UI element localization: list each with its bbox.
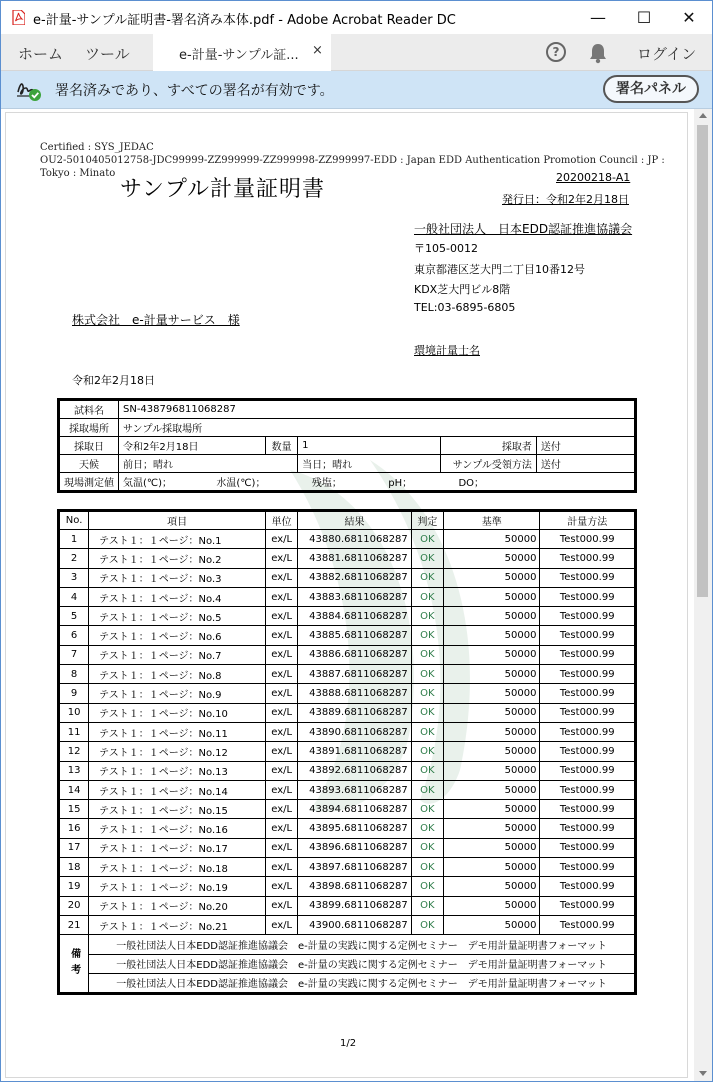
issuer-tel: TEL:03-6895-6805 [414,301,516,314]
row-result: 43896.6811068287 [298,838,412,857]
document-number: 20200218-A1 [556,171,631,184]
header-method: 計量方法 [540,511,636,530]
row-method: Test000.99 [540,877,636,896]
location-label: 採取場所 [59,419,119,437]
remarks-section [59,935,636,994]
row-result: 43894.6811068287 [298,800,412,819]
pdf-file-icon [12,10,25,25]
header-result: 結果 [298,511,412,530]
table-row [59,722,636,741]
signature-status-text: 署名済みであり、すべての署名が有効です。 [55,83,334,99]
row-item: テスト１：１ページ：No.2 [89,549,266,568]
row-no: 20 [59,896,89,915]
row-unit: ex/L [266,684,298,703]
row-item: テスト１：１ページ：No.12 [89,742,266,761]
row-standard: 50000 [443,645,540,664]
row-judgement: OK [411,645,443,664]
header-no: No. [59,511,89,530]
table-row [59,607,636,626]
row-no: 8 [59,665,89,684]
row-judgement: OK [411,780,443,799]
row-unit: ex/L [266,838,298,857]
quantity-label: 数量 [266,437,298,455]
row-method: Test000.99 [540,684,636,703]
row-standard: 50000 [443,530,540,549]
row-standard: 50000 [443,858,540,877]
row-judgement: OK [411,568,443,587]
issue-date: 発行日：令和2年2月18日 [502,193,629,206]
row-judgement: OK [411,587,443,606]
row-standard: 50000 [443,665,540,684]
table-row [59,780,636,799]
certificate-line-1: Certified : SYS_JEDAC [40,142,154,153]
row-unit: ex/L [266,568,298,587]
table-row [59,858,636,877]
header-standard: 基準 [443,511,540,530]
row-judgement: OK [411,800,443,819]
page-number: 1/2 [340,1038,357,1049]
certificate-line-2: OU2-5010405012758-JDC99999-ZZ999999-ZZ999998-ZZ999997-EDD : Japan EDD Authentication Promotion Council : JP : [40,155,665,166]
row-unit: ex/L [266,761,298,780]
table-row [59,761,636,780]
results-table [57,509,637,995]
table-row [59,665,636,684]
row-item: テスト１：１ページ：No.18 [89,858,266,877]
table-row [59,915,636,934]
row-no: 5 [59,607,89,626]
minimize-button[interactable]: — [590,8,606,27]
sampling-date-label: 採取日 [59,437,119,455]
signature-panel-button[interactable]: 署名パネル [603,75,699,103]
row-standard: 50000 [443,568,540,587]
row-unit: ex/L [266,722,298,741]
row-item: テスト１：１ページ：No.19 [89,877,266,896]
issuer-address-1: 東京都港区芝大門二丁目10番12号 [414,263,585,276]
row-no: 16 [59,819,89,838]
row-method: Test000.99 [540,568,636,587]
row-unit: ex/L [266,780,298,799]
tab-bar [1,34,712,71]
row-item: テスト１：１ページ：No.7 [89,645,266,664]
ph-label: pH； [388,478,413,489]
row-no: 17 [59,838,89,857]
row-unit: ex/L [266,549,298,568]
row-method: Test000.99 [540,915,636,934]
table-row [59,530,636,549]
row-judgement: OK [411,530,443,549]
row-method: Test000.99 [540,742,636,761]
row-judgement: OK [411,607,443,626]
sampler-value: 送付 [536,437,635,455]
issuer-postal: 〒105-0012 [414,242,478,255]
row-no: 3 [59,568,89,587]
row-item: テスト１：１ページ：No.13 [89,761,266,780]
row-item: テスト１：１ページ：No.15 [89,800,266,819]
tab-tools[interactable]: ツール [85,45,130,63]
row-unit: ex/L [266,915,298,934]
receipt-method-value: 送付 [536,455,635,473]
table-row [59,838,636,857]
signature-status-bar [1,71,712,109]
table-row [59,800,636,819]
table-row [59,549,636,568]
row-item: テスト１：１ページ：No.21 [89,915,266,934]
document-date: 令和2年2月18日 [72,374,155,387]
field-measurement-label: 現場測定値 [59,473,119,492]
row-judgement: OK [411,858,443,877]
row-standard: 50000 [443,896,540,915]
row-judgement: OK [411,684,443,703]
row-unit: ex/L [266,703,298,722]
tab-document-label: e-計量-サンプル証... [179,48,299,63]
row-standard: 50000 [443,838,540,857]
row-standard: 50000 [443,607,540,626]
row-result: 43880.6811068287 [298,530,412,549]
row-no: 12 [59,742,89,761]
row-item: テスト１：１ページ：No.20 [89,896,266,915]
row-method: Test000.99 [540,761,636,780]
row-unit: ex/L [266,896,298,915]
row-standard: 50000 [443,819,540,838]
row-unit: ex/L [266,858,298,877]
remarks-label: 備考 [59,935,89,994]
row-judgement: OK [411,896,443,915]
weather-label: 天候 [59,455,119,473]
row-no: 4 [59,587,89,606]
row-unit: ex/L [266,665,298,684]
row-result: 43886.6811068287 [298,645,412,664]
recipient-name: 株式会社 e-計量サービス 様 [72,313,240,327]
sampler-label: 採取者 [440,437,536,455]
row-item: テスト１：１ページ：No.14 [89,780,266,799]
row-judgement: OK [411,703,443,722]
row-unit: ex/L [266,587,298,606]
row-method: Test000.99 [540,665,636,684]
window-title: e-計量-サンプル証明書-署名済み本体.pdf - Adobe Acrobat Reader DC [33,13,456,28]
row-item: テスト１：１ページ：No.5 [89,607,266,626]
row-judgement: OK [411,742,443,761]
row-judgement: OK [411,761,443,780]
row-judgement: OK [411,665,443,684]
row-item: テスト１：１ページ：No.4 [89,587,266,606]
row-standard: 50000 [443,626,540,645]
row-unit: ex/L [266,645,298,664]
remarks-line-2: 一般社団法人日本EDD認証推進協議会 e-計量の実践に関する定例セミナー デモ用計量証明書フォーマット [89,954,636,973]
row-judgement: OK [411,877,443,896]
row-standard: 50000 [443,800,540,819]
row-item: テスト１：１ページ：No.3 [89,568,266,587]
row-result: 43893.6811068287 [298,780,412,799]
results-header-row [59,511,636,530]
row-item: テスト１：１ページ：No.1 [89,530,266,549]
document-title: サンプル計量証明書 [120,177,326,202]
row-no: 19 [59,877,89,896]
table-row [59,742,636,761]
row-method: Test000.99 [540,607,636,626]
row-no: 1 [59,530,89,549]
table-row [59,587,636,606]
field-measurement-values [119,473,636,492]
row-judgement: OK [411,915,443,934]
close-button[interactable]: ✕ [682,8,696,27]
remarks-line-3: 一般社団法人日本EDD認証推進協議会 e-計量の実践に関する定例セミナー デモ用計量証明書フォーマット [89,973,636,993]
row-method: Test000.99 [540,819,636,838]
row-no: 15 [59,800,89,819]
row-method: Test000.99 [540,838,636,857]
scroll-down-arrow-icon[interactable] [699,1071,707,1076]
row-item: テスト１：１ページ：No.16 [89,819,266,838]
row-judgement: OK [411,722,443,741]
tab-close-icon[interactable]: × [312,43,323,58]
weather-today: 当日；晴れ [298,455,441,473]
row-result: 43898.6811068287 [298,877,412,896]
certificate-line-3: Tokyo : Minato [40,168,116,179]
row-unit: ex/L [266,800,298,819]
row-no: 6 [59,626,89,645]
row-item: テスト１：１ページ：No.10 [89,703,266,722]
row-item: テスト１：１ページ：No.17 [89,838,266,857]
row-standard: 50000 [443,722,540,741]
row-result: 43895.6811068287 [298,819,412,838]
row-result: 43883.6811068287 [298,587,412,606]
bell-icon[interactable] [588,42,608,64]
table-row [59,645,636,664]
row-item: テスト１：１ページ：No.6 [89,626,266,645]
table-row [59,819,636,838]
row-method: Test000.99 [540,800,636,819]
table-row [59,568,636,587]
row-no: 9 [59,684,89,703]
row-result: 43885.6811068287 [298,626,412,645]
row-no: 10 [59,703,89,722]
row-standard: 50000 [443,684,540,703]
row-standard: 50000 [443,587,540,606]
sample-info-table [57,398,637,493]
row-result: 43884.6811068287 [298,607,412,626]
row-method: Test000.99 [540,722,636,741]
row-standard: 50000 [443,761,540,780]
row-unit: ex/L [266,626,298,645]
row-standard: 50000 [443,915,540,934]
row-method: Test000.99 [540,896,636,915]
row-item: テスト１：１ページ：No.11 [89,722,266,741]
row-result: 43891.6811068287 [298,742,412,761]
login-link[interactable]: ログイン [637,45,697,63]
table-row [59,896,636,915]
tab-home[interactable]: ホーム [18,45,64,63]
issuer-address-2: KDX芝大門ビル8階 [414,283,511,296]
row-result: 43890.6811068287 [298,722,412,741]
row-result: 43889.6811068287 [298,703,412,722]
row-judgement: OK [411,549,443,568]
residual-chlorine-label: 残塩； [311,478,342,489]
row-result: 43892.6811068287 [298,761,412,780]
air-temp-label: 気温(℃)； [123,478,173,489]
maximize-button[interactable]: ☐ [636,8,652,27]
issuer-name: 一般社団法人 日本EDD認証推進協議会 [414,222,633,236]
tab-document[interactable] [153,34,331,71]
row-unit: ex/L [266,877,298,896]
row-method: Test000.99 [540,587,636,606]
row-no: 21 [59,915,89,934]
row-item: テスト１：１ページ：No.9 [89,684,266,703]
table-row [59,684,636,703]
row-standard: 50000 [443,877,540,896]
row-method: Test000.99 [540,780,636,799]
row-no: 18 [59,858,89,877]
scrollbar-thumb[interactable] [697,125,708,597]
row-standard: 50000 [443,742,540,761]
row-unit: ex/L [266,819,298,838]
row-standard: 50000 [443,780,540,799]
row-no: 11 [59,722,89,741]
row-result: 43888.6811068287 [298,684,412,703]
row-result: 43899.6811068287 [298,896,412,915]
header-unit: 単位 [266,511,298,530]
receipt-method-label: サンプル受領方法 [440,455,536,473]
title-bar [1,1,712,34]
remarks-line-1: 一般社団法人日本EDD認証推進協議会 e-計量の実践に関する定例セミナー デモ用計量証明書フォーマット [89,935,636,954]
row-result: 43897.6811068287 [298,858,412,877]
row-method: Test000.99 [540,549,636,568]
row-item: テスト１：１ページ：No.8 [89,665,266,684]
row-no: 7 [59,645,89,664]
row-result: 43900.6811068287 [298,915,412,934]
table-row [59,877,636,896]
scroll-up-arrow-icon[interactable] [699,113,707,118]
row-judgement: OK [411,626,443,645]
table-row [59,703,636,722]
sampling-date-value: 令和2年2月18日 [119,437,266,455]
row-standard: 50000 [443,549,540,568]
sample-name-label: 試料名 [59,400,119,419]
row-unit: ex/L [266,607,298,626]
row-method: Test000.99 [540,645,636,664]
header-judgement: 判定 [411,511,443,530]
water-temp-label: 水温(℃)； [216,478,266,489]
signature-valid-icon [16,78,42,102]
row-no: 2 [59,549,89,568]
sample-name-value: SN-438796811068287 [119,400,636,419]
header-item: 項目 [89,511,266,530]
row-no: 13 [59,761,89,780]
row-method: Test000.99 [540,530,636,549]
row-no: 14 [59,780,89,799]
row-unit: ex/L [266,530,298,549]
row-method: Test000.99 [540,626,636,645]
row-standard: 50000 [443,703,540,722]
row-method: Test000.99 [540,703,636,722]
quantity-value: 1 [298,437,441,455]
row-judgement: OK [411,819,443,838]
row-result: 43882.6811068287 [298,568,412,587]
row-judgement: OK [411,838,443,857]
do-label: DO； [458,478,485,489]
results-body [59,530,636,935]
help-icon[interactable]: ? [546,42,566,62]
table-row [59,626,636,645]
row-result: 43881.6811068287 [298,549,412,568]
row-result: 43887.6811068287 [298,665,412,684]
row-method: Test000.99 [540,858,636,877]
location-value: サンプル採取場所 [119,419,636,437]
weather-previous-day: 前日；晴れ [119,455,298,473]
measurer-name: 環境計量士名 [414,344,480,357]
row-unit: ex/L [266,742,298,761]
